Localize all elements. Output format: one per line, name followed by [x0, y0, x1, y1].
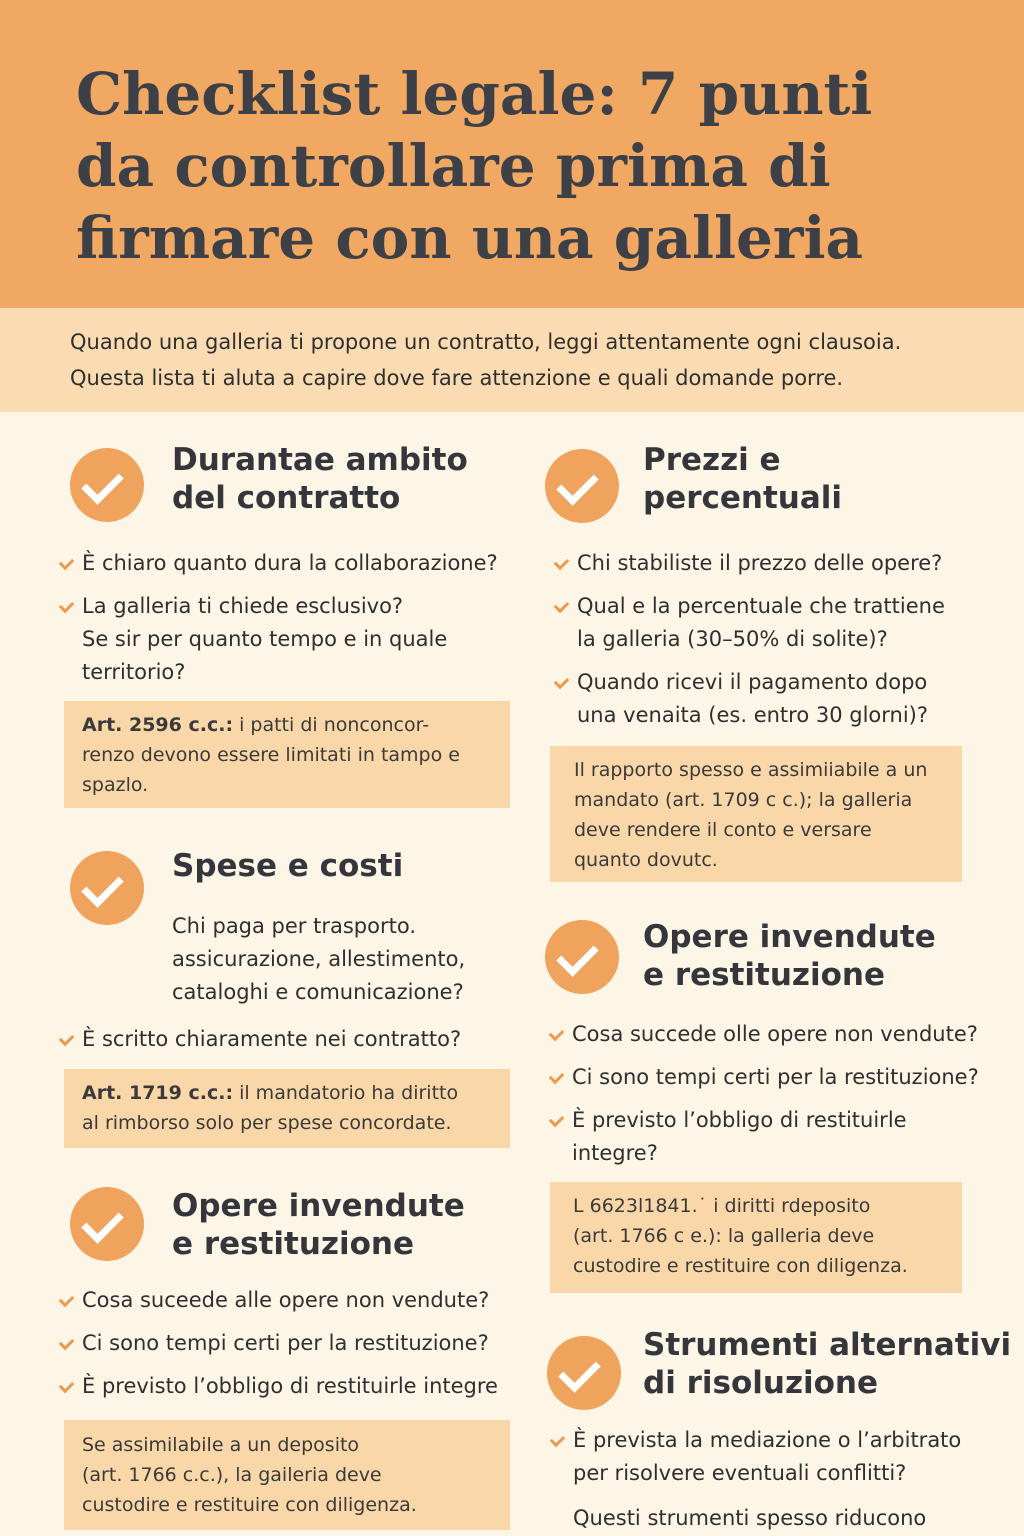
check-circle-icon	[547, 1336, 621, 1410]
list-item: È scritto chiaramente nei contratto?	[62, 1023, 522, 1056]
page-title: Checklist legale: 7 punti da controllare prima di firmare con una galleria	[76, 60, 873, 272]
section-title: Durantae ambito del contratto	[172, 442, 468, 516]
intro-band	[0, 308, 1024, 412]
list-item: È previsto l’obbligo di restituirle integre	[62, 1370, 532, 1403]
note-ref: Art. 2596 c.c.:	[82, 714, 234, 736]
section-title: Spese e costi	[172, 848, 404, 884]
check-circle-icon	[70, 448, 144, 522]
section-title: Prezzi e percentuali	[643, 442, 843, 516]
legal-note: Art. 2596 c.c.: i patti di nonconcor- renzo devono essere limitati in tampo e spazlo.	[64, 701, 510, 808]
checklist	[62, 1023, 522, 1066]
note-ref: Art. 1719 c.c.:	[82, 1082, 234, 1104]
section-question: Chi paga per trasporto. assicurazione, allestimento, cataloghi e comunicazione?	[172, 914, 466, 1004]
check-circle-icon	[545, 449, 619, 523]
checklist	[62, 1284, 532, 1413]
list-item: Chi stabiliste il prezzo delle opere?	[557, 547, 997, 580]
legal-note: L 6623l1841.˙ i diritti rdeposito (art. 1766 c e.): la galleria deve custodire e restituire con diligenza.	[550, 1182, 962, 1293]
checklist	[553, 1424, 1008, 1500]
check-circle-icon	[70, 1187, 144, 1261]
intro-text: Quando una galleria ti propone un contratto, leggi attentamente ogni clausoia. Questa lista ti aluta a capire dove fare attenzione e quali domande porre.	[70, 330, 902, 390]
list-item: La galleria ti chiede esclusivo? Se sir per quanto tempo e in quale territorio?	[62, 590, 522, 689]
checklist	[552, 1018, 1007, 1180]
list-item: Quando ricevi il pagamento dopo una venaita (es. entro 30 glorni)?	[557, 666, 997, 732]
list-item: È previsto l’obbligo di restituirle integre?	[552, 1104, 1007, 1170]
section-tail-text: Questi strumenti spesso riducono	[573, 1506, 927, 1530]
list-item: Ci sono tempi certi per la restituzione?	[552, 1061, 1007, 1094]
check-circle-icon	[70, 851, 144, 925]
legal-note: Art. 1719 c.c.: il mandatorio ha diritto al rimborso solo per spese concordate.	[64, 1069, 510, 1148]
section-title: Opere invendute e restituzione	[172, 1188, 465, 1262]
legal-note: Il rapporto spesso e assimiiabile a un mandato (art. 1709 c c.); la galleria deve rendere il conto e versare quanto dovutc.	[550, 746, 962, 882]
list-item: È chiaro quanto dura la collaborazione?	[62, 547, 522, 580]
checklist	[557, 547, 997, 742]
legal-note: Se assimilabile a un deposito (art. 1766 c.c.), la gaileria deve custodire e restituire con diligenza.	[64, 1420, 510, 1530]
list-item: Cosa suceede alle opere non vendute?	[62, 1284, 532, 1317]
section-title: Strumenti alternativi di risoluzione	[643, 1327, 1012, 1401]
header-banner	[0, 0, 1024, 308]
list-item: Ci sono tempi certi per la restituzione?	[62, 1327, 532, 1360]
check-circle-icon	[545, 920, 619, 994]
list-item: Qual e la percentuale che trattiene la galleria (30–50% di solite)?	[557, 590, 997, 656]
list-item: È prevista la mediazione o l’arbitrato per risolvere eventuali conflitti?	[553, 1424, 1008, 1490]
checklist	[62, 547, 522, 699]
list-item: Cosa succede olle opere non vendute?	[552, 1018, 1007, 1051]
section-title: Opere invendute e restituzione	[643, 919, 936, 993]
